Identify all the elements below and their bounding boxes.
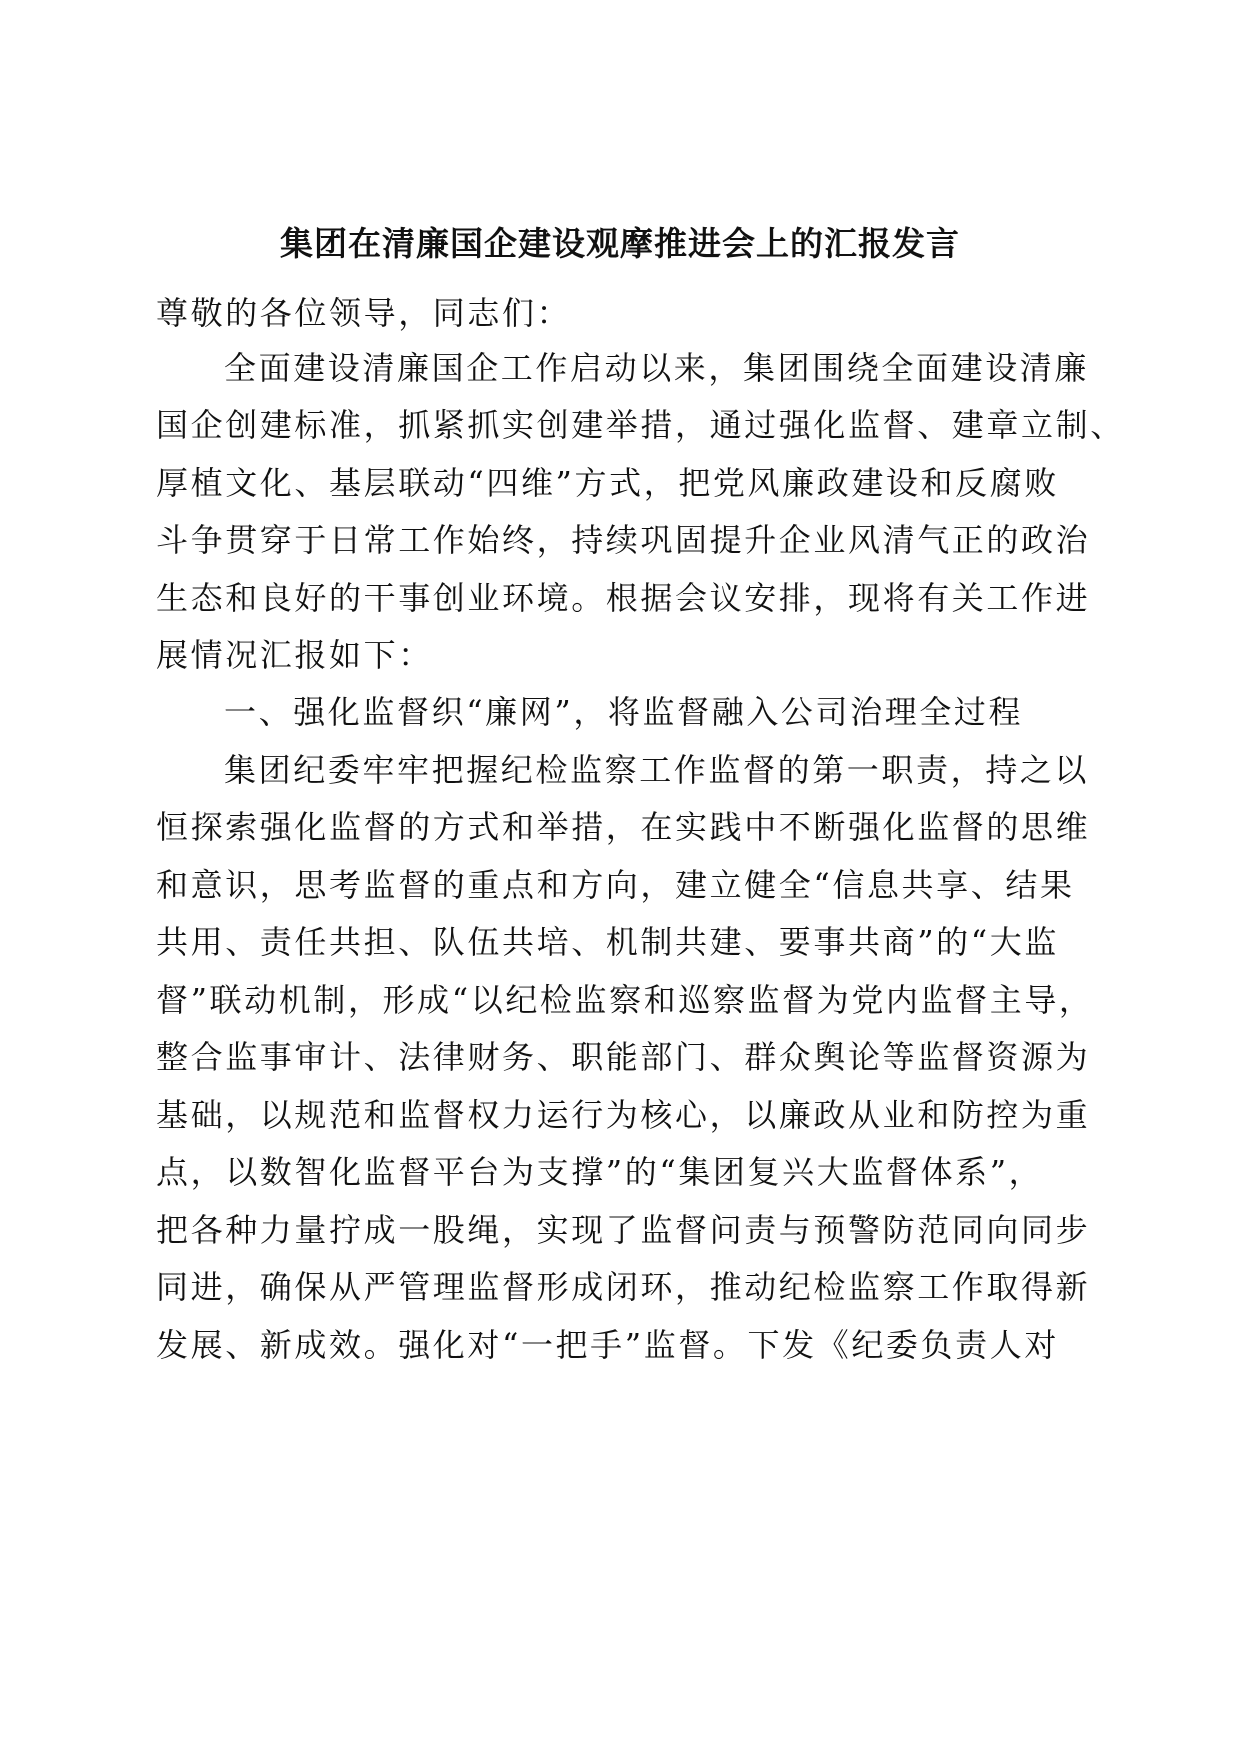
paragraph-line: 国企创建标准，抓紧抓实创建举措，通过强化监督、建章立制、 [156, 406, 1125, 444]
paragraph-line: 整合监事审计、法律财务、职能部门、群众舆论等监督资源为 [156, 1038, 1091, 1076]
section-heading: 一、强化监督织“廉网”，将监督融入公司治理全过程 [224, 693, 1024, 731]
paragraph-line: 发展、新成效。强化对“一把手”监督。下发《纪委负责人对 [156, 1326, 1059, 1364]
paragraph-line: 点，以数智化监督平台为支撑”的“集团复兴大监督体系”， [156, 1153, 1044, 1191]
paragraph-line: 把各种力量拧成一股绳，实现了监督问责与预警防范同向同步 [156, 1211, 1091, 1249]
paragraph-line: 全面建设清廉国企工作启动以来，集团围绕全面建设清廉 [224, 349, 1090, 387]
paragraph-line: 展情况汇报如下： [156, 636, 433, 674]
paragraph-line: 厚植文化、基层联动“四维”方式，把党风廉政建设和反腐败 [156, 464, 1059, 502]
paragraph-line: 恒探索强化监督的方式和举措，在实践中不断强化监督的思维 [156, 808, 1091, 846]
paragraph-line: 生态和良好的干事创业环境。根据会议安排，现将有关工作进 [156, 579, 1091, 617]
salutation: 尊敬的各位领导，同志们： [156, 294, 572, 332]
paragraph-line: 斗争贯穿于日常工作始终，持续巩固提升企业风清气正的政治 [156, 521, 1091, 559]
paragraph-line: 基础，以规范和监督权力运行为核心，以廉政从业和防控为重 [156, 1096, 1091, 1134]
document-title: 集团在清廉国企建设观摩推进会上的汇报发言 [280, 224, 960, 263]
paragraph-line: 同进，确保从严管理监督形成闭环，推动纪检监察工作取得新 [156, 1268, 1091, 1306]
paragraph-line: 和意识，思考监督的重点和方向，建立健全“信息共享、结果 [156, 866, 1075, 904]
paragraph-line: 集团纪委牢牢把握纪检监察工作监督的第一职责，持之以 [224, 751, 1090, 789]
paragraph-line: 督”联动机制，形成“以纪检监察和巡察监督为党内监督主导， [156, 981, 1094, 1019]
paragraph-line: 共用、责任共担、队伍共培、机制共建、要事共商”的“大监 [156, 923, 1059, 961]
